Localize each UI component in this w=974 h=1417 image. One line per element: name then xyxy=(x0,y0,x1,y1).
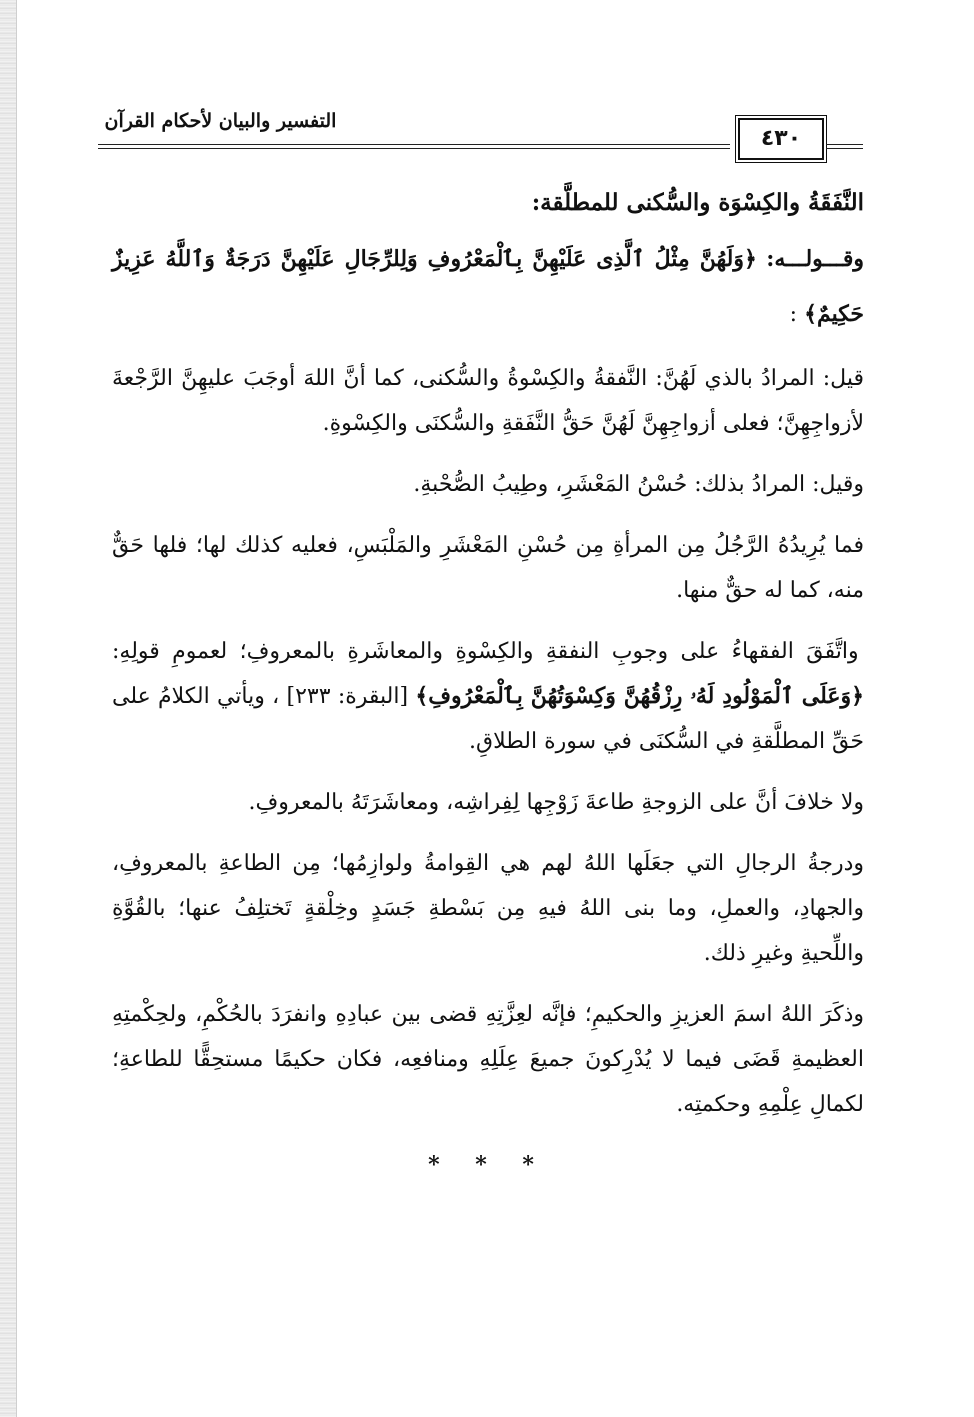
header-rule xyxy=(98,148,730,149)
scan-edge xyxy=(0,0,17,1417)
header-rule xyxy=(826,144,863,145)
verse-citation: [البقرة: ٢٣٣] xyxy=(286,684,409,709)
page-number: ٤٣٠ xyxy=(738,118,824,160)
section-heading: النَّفَقَةُ والكِسْوَة والسُّكنى للمطلَّقة: xyxy=(531,189,864,216)
page-header xyxy=(98,98,863,168)
paragraph: وذكَرَ اللهُ اسمَ العزيزِ والحكيمِ؛ فإنَّه لعِزَّتِهِ قضى بين عبادِهِ وانفرَدَ بالحُكْمِ، ولحِكْمتِهِ العظيمةِ قَضَى فيما لا يُدْرِكونَ جميعَ عِلَلِهِ ومنافعِه، فكان حكيمًا مستحِقًّا للطاعةِ؛ لكمالِ عِلْمِهِ وحكمتِه. xyxy=(112,1002,864,1117)
paragraph: ودرجةُ الرجالِ التي جعَلَها اللهُ لهم هي القِوامةُ ولوازِمُها؛ مِن الطاعةِ بالمعروفِ، والجهادِ، والعملِ، وما بنى اللهُ فيهِ مِن بَسْطةِ جَسَدٍ وخِلْقةٍ تَختلِفُ عنها؛ بالقُوَّةِ واللِّحيةِ وغيرِ ذلك. xyxy=(112,851,864,966)
page-body xyxy=(112,180,864,1188)
paragraph: قيل: المرادُ بالذي لَهُنَّ: النَّفقةُ والكِسْوةُ والسُّكنى، كما أنَّ اللهَ أوجَبَ عليهِنَّ الرَّجْعةَ لأزواجِهِنَّ؛ فعلى أزواجِهِنَّ لَهُنَّ حَقُّ النَّفَقةِ والسُّكنَى والكِسْوةِ. xyxy=(112,366,864,436)
paragraph-text: ، ويأتي الكلامُ على حَقِّ المطلَّقةِ في السُّكنَى في سورة الطلاقِ. xyxy=(112,684,864,754)
verse-suffix: : xyxy=(789,302,798,327)
paragraph: وقيل: المرادُ بذلك: حُسْنُ المَعْشَرِ، وطِيبُ الصُّحْبةِ. xyxy=(413,472,864,497)
paragraph-text: واتَّفَقَ الفقهاءُ على وجوبِ النفقةِ والكِسْوةِ والمعاشَرةِ بالمعروفِ؛ لعمومِ قولِهِ: xyxy=(112,639,859,664)
section-separator: * * * xyxy=(428,1152,548,1178)
paragraph: فما يُرِيدُهُ الرَّجُلُ مِن المرأةِ مِن حُسْنِ المَعْشَرِ والمَلْبَسِ، فعليه كذلك لها؛ فلها حَقٌّ منه، كما له حقٌّ منها. xyxy=(112,533,864,603)
header-rule xyxy=(826,148,863,149)
header-rule xyxy=(98,144,730,145)
verse-label: وقـــولـــه: xyxy=(766,246,864,272)
paragraph: ولا خلافَ أنَّ على الزوجةِ طاعةَ زَوْجِها لِفِراشِه، ومعاشَرَتَهُ بالمعروفِ. xyxy=(248,790,864,815)
quran-verse: ﴿وَلَهُنَّ مِثْلُ ٱلَّذِى عَلَيْهِنَّ بِٱلْمَعْرُوفِ وَلِلرِّجَالِ عَلَيْهِنَّ دَرَجَةٌ وَٱللَّهُ عَزِيزٌ حَكِيمٌ﴾ xyxy=(112,246,864,327)
verse-paragraph xyxy=(112,232,864,342)
book-title: التفسير والبيان لأحكام القرآن xyxy=(104,110,337,132)
agreement-paragraph xyxy=(112,629,864,764)
quran-verse: ﴿وَعَلَى ٱلْمَوْلُودِ لَهُۥ رِزْقُهُنَّ وَكِسْوَتُهُنَّ بِٱلْمَعْرُوفِ﴾ xyxy=(415,683,865,709)
